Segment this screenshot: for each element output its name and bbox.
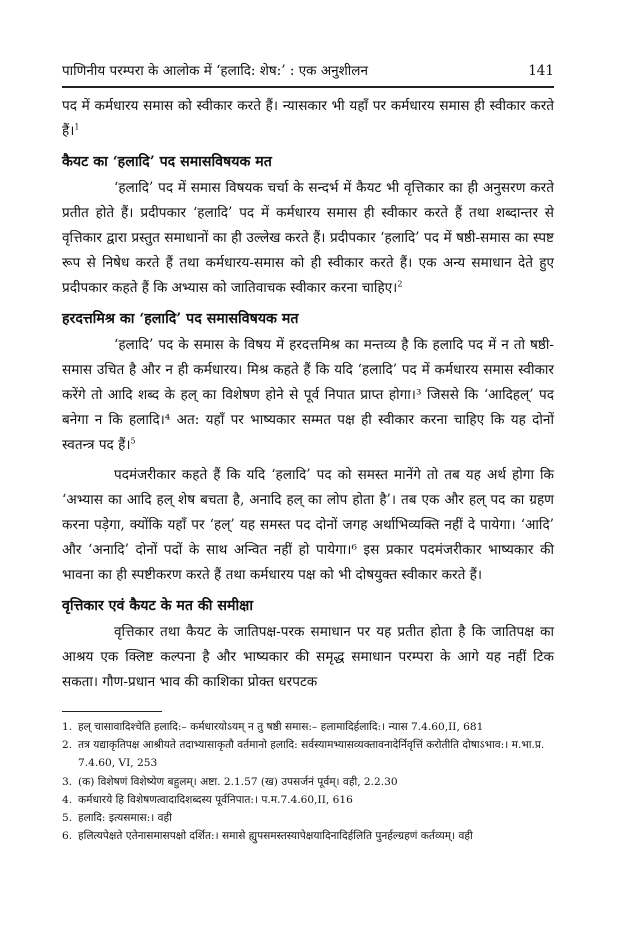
- body-paragraph: पदमंजरीकार कहते हैं कि यदि ‘हलादि’ पद को समस्त मानेंगे तो तब यह अर्थ होगा कि ‘अभ्यास का आदि हल् शेष बचता है, अनादि हल् का लोप होता है’। तब एक और हल् पद का ग्रहण करना पड़ेगा, क्योंकि यहाँ पर ‘हल्’ यह समस्त पद दोनों जगह अर्थाभिव्यक्ति नहीं दे पायेगा। ‘आदि’ और ‘अनादि’ दोनों पदों के साथ अन्वित नहीं हो पायेगा।⁶ इस प्रकार पदमंजरीकार भाष्यकार की भावना का ही स्पष्टीकरण करते हैं तथा कर्मधारय पक्ष को भी दोषयुक्त स्वीकार करते हैं।: [62, 467, 554, 583]
- section-heading-kaiyata: कैयट का ‘हलादि’ पद समासविषयक मत: [62, 154, 272, 170]
- footnote-ref: 1: [74, 122, 80, 132]
- header-rule: [62, 86, 554, 88]
- footnote: 4. कर्मधारये हि विशेषणत्वादादिशब्दस्य पूर्वनिपात:। प.म.7.4.60,II, 616: [62, 793, 353, 806]
- body-paragraph: वृत्तिकार तथा कैयट के जातिपक्ष-परक समाधान पर यह प्रतीत होता है कि जातिपक्ष का आश्रय एक क्लिष्ट कल्पना है और भाष्यकार की समृद्ध समाधान परम्परा के आगे यह नहीं टिक सकता। गौण-प्रधान भाव की काशिका प्रोक्त धरपटक: [62, 624, 554, 690]
- body-paragraph: ‘हलादि’ पद के समास के विषय में हरदत्तमिश्र का मन्तव्य है कि हलादि पद में न तो षष्ठी-समास उचित है और न ही कर्मधारय। मिश्र कहते हैं कि यदि ‘हलादि’ पद में कर्मधारय समास स्वीकार करेंगे तो आदि शब्द के हल् का विशेषण होने से पूर्व निपात प्राप्त होगा।³ जिससे कि ‘आदिहल्’ पद बनेगा न कि हलादि।⁴ अत: यहाँ पर भाष्यकार सम्मत पक्ष ही स्वीकार करना चाहिए कि यह दोनों स्वतन्त्र पद हैं।$^5$: [62, 337, 554, 453]
- footnote: 2. तत्र यद्याकृतिपक्ष आश्रीयते तदाभ्यासाकृतौ वर्तमानो हलादि: सर्वस्यामभ्यासव्यक्तावनादेर्निवृत्तिं करोतीति दोषाऽभाव:। म.भा.प्र. 7.4.60, VI, 253: [62, 739, 545, 770]
- footnote-ref: 2: [397, 279, 403, 289]
- footnote: 5. हलादि: इत्यसमास:। वही: [62, 812, 172, 825]
- running-header: [62, 62, 554, 80]
- intro-paragraph: पद में कर्मधारय समास को स्वीकार करते हैं। न्यासकार भी यहाँ पर कर्मधारय समास ही स्वीकार करते हैं।$^1$: [62, 98, 554, 139]
- running-title: पाणिनीय परम्परा के आलोक में ‘हलादि: शेष:’ : एक अनुशीलन: [62, 63, 368, 79]
- footnote-ref: 5: [130, 436, 136, 446]
- footnote: 3. (क) विशेषणं विशेष्येण बहुलम्। अष्टा. 2.1.57 (ख) उपसर्जनं पूर्वम्। वही, 2.2.30: [62, 775, 398, 788]
- section-heading-review: वृत्तिकार एवं कैयट के मत की समीक्षा: [62, 598, 254, 614]
- body-paragraph: ‘हलादि’ पद में समास विषयक चर्चा के सन्दर्भ में कैयट भी वृत्तिकार का ही अनुसरण करते प्रतीत होते हैं। प्रदीपकार ‘हलादि’ पद में कर्मधारय समास ही स्वीकार करते हैं तथा शब्दान्तर से वृत्तिकार द्वारा प्रस्तुत समाधानों का ही उल्लेख करते हैं। प्रदीपकार ‘हलादि’ पद में षष्ठी-समास का स्पष्ट रूप से निषेध करते हैं तथा कर्मधारय-समास को ही स्वीकार करते हैं। एक अन्य समाधान देते हुए प्रदीपकार कहते हैं कि अभ्यास को जातिवाचक स्वीकार करना चाहिए।$^2$: [62, 180, 554, 296]
- document-page: [62, 62, 554, 845]
- page-number: 141: [528, 63, 554, 79]
- footnote-separator: [62, 711, 162, 712]
- section-heading-haradatta: हरदत्तमिश्र का ‘हलादि’ पद समासविषयक मत: [62, 311, 299, 327]
- footnote: 6. हलित्यपेक्षते एतेनासमासपक्षो दर्शित:। समासे ह्युपसमस्तस्यापेक्षयादिनादिर्हलिति पुनर्हल्ग्रहणं कर्तव्यम्। वही: [62, 830, 473, 843]
- footnote: 1. हल् चासावादिश्चेति हलादि:– कर्मधारयोऽयम् न तु षष्ठी समास:– हलामादिर्हलादि:। न्यास 7.4.60,II, 681: [62, 721, 484, 733]
